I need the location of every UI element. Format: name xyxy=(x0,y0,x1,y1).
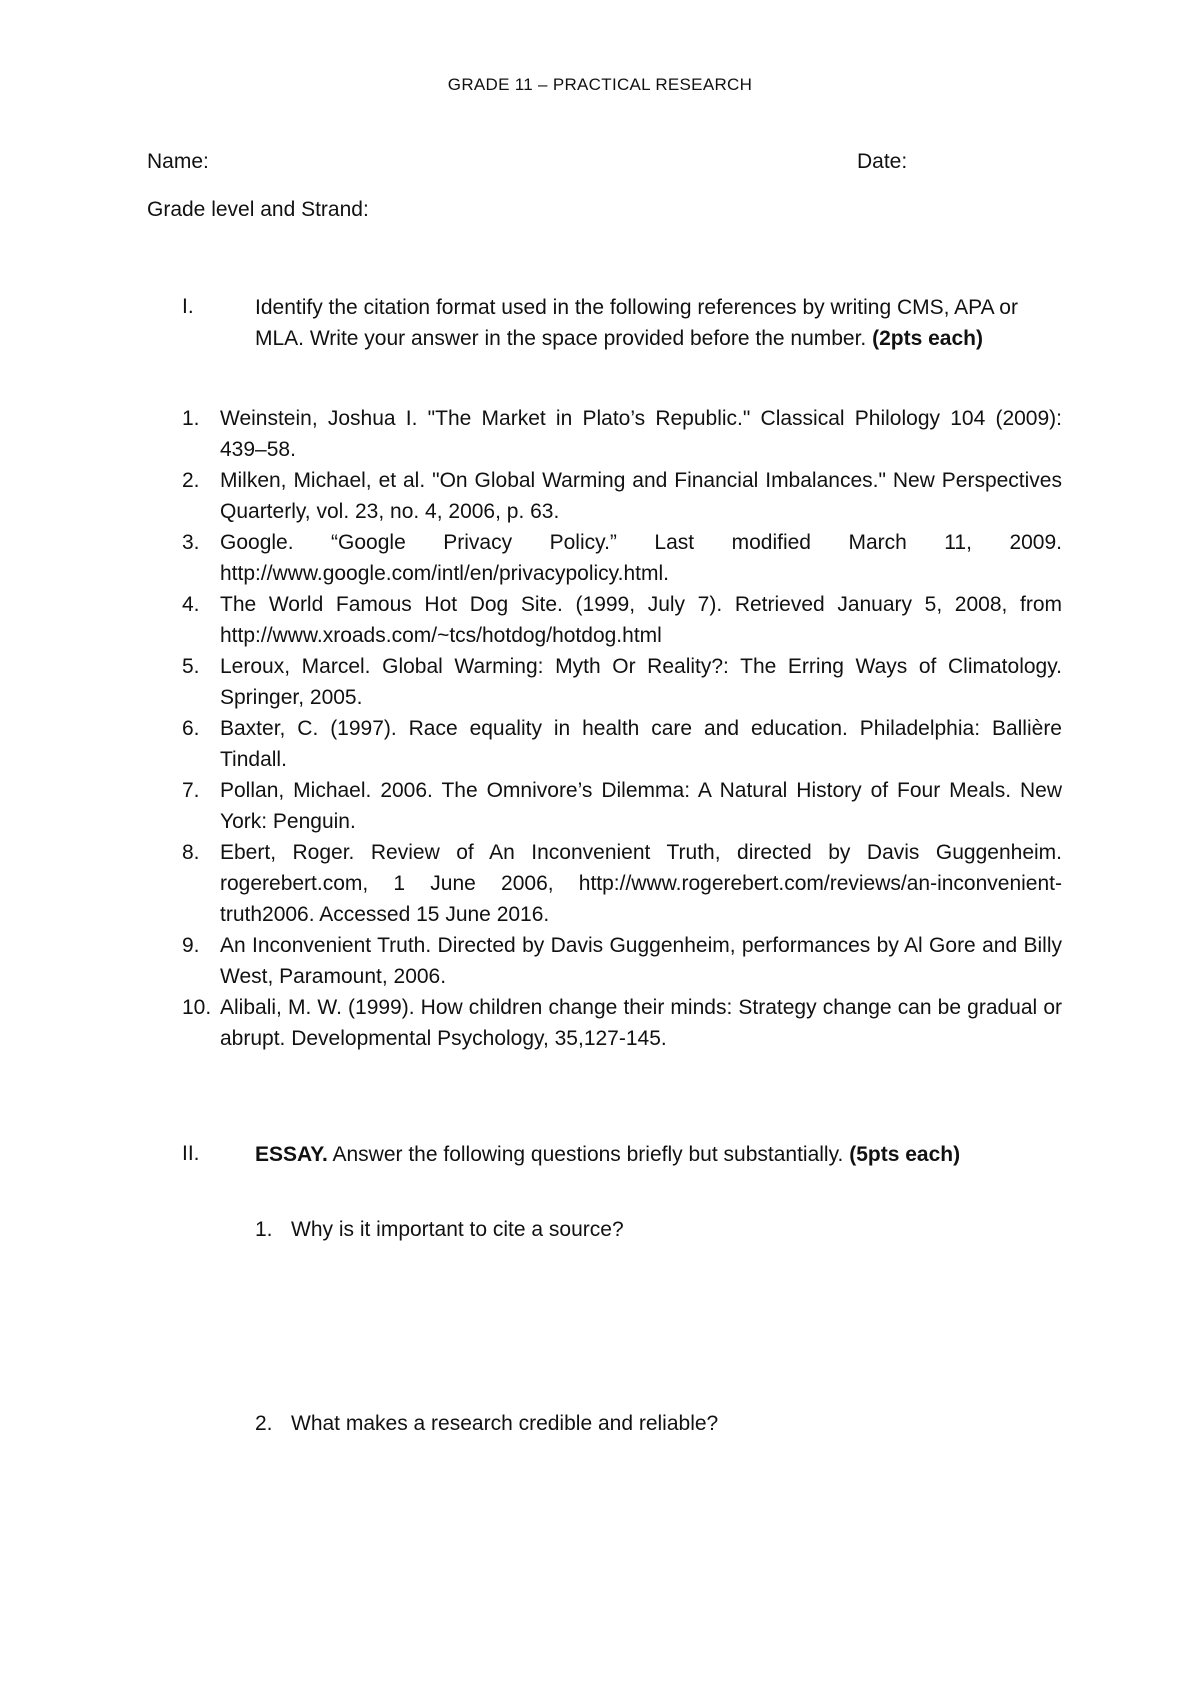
section-2-numeral: II. xyxy=(182,1142,200,1165)
reference-text: Baxter, C. (1997). Race equality in health care and education. Philadelphia: Ballière Tindall. xyxy=(220,717,1062,771)
reference-text: Google. “Google Privacy Policy.” Last modified March 11, 2009. http://www.google.com/intl/en/privacypolicy.html. xyxy=(220,531,1062,585)
reference-number: 6. xyxy=(182,717,200,740)
section-2-instruction xyxy=(255,1139,1085,1170)
reference-item xyxy=(182,403,1062,465)
reference-text: Milken, Michael, et al. "On Global Warming and Financial Imbalances." New Perspectives Quarterly, vol. 23, no. 4, 2006, p. 63. xyxy=(220,469,1062,523)
section-2-instruction-text: Answer the following questions briefly but substantially. xyxy=(332,1143,844,1166)
reference-item xyxy=(182,527,1062,589)
reference-item xyxy=(182,651,1062,713)
essay-question-text: Why is it important to cite a source? xyxy=(291,1218,624,1241)
section-2-points: (5pts each) xyxy=(849,1143,961,1166)
reference-number: 5. xyxy=(182,655,200,678)
reference-number: 7. xyxy=(182,779,200,802)
reference-list xyxy=(182,403,1062,1054)
essay-question-text: What makes a research credible and reliable? xyxy=(291,1412,719,1435)
section-1-numeral: I. xyxy=(182,295,194,318)
reference-number: 9. xyxy=(182,934,200,957)
reference-text: An Inconvenient Truth. Directed by Davis Guggenheim, performances by Al Gore and Billy West, Paramount, 2006. xyxy=(220,934,1062,988)
essay-question-number: 1. xyxy=(255,1218,273,1241)
date-field-label: Date: xyxy=(857,150,908,173)
reference-number: 2. xyxy=(182,469,200,492)
section-2-label: ESSAY. xyxy=(255,1143,328,1166)
reference-item xyxy=(182,589,1062,651)
reference-number: 4. xyxy=(182,593,200,616)
section-1-instruction xyxy=(255,292,1067,354)
name-field-label: Name: xyxy=(147,150,209,173)
reference-text: Ebert, Roger. Review of An Inconvenient Truth, directed by Davis Guggenheim. rogerebert.com, 1 June 2006, http://www.rogerebert.com/reviews/an-inconvenient-truth2006. Accessed 15 June 2016. xyxy=(220,841,1062,926)
essay-question-number: 2. xyxy=(255,1412,273,1435)
reference-text: Weinstein, Joshua I. "The Market in Plato’s Republic." Classical Philology 104 (2009): 439–58. xyxy=(220,407,1062,461)
reference-number: 8. xyxy=(182,841,200,864)
reference-number: 3. xyxy=(182,531,200,554)
reference-item xyxy=(182,465,1062,527)
reference-number: 1. xyxy=(182,407,200,430)
section-1-points: (2pts each) xyxy=(872,327,983,350)
reference-item xyxy=(182,992,1062,1054)
section-1-instruction-text: Identify the citation format used in the following references by writing CMS, APA or MLA. Write your answer in the space provided before the number. xyxy=(255,296,1018,350)
page-header: GRADE 11 – PRACTICAL RESEARCH xyxy=(447,75,753,94)
reference-item xyxy=(182,713,1062,775)
essay-question-1 xyxy=(255,1218,624,1242)
reference-number: 10. xyxy=(182,996,212,1019)
essay-question-2 xyxy=(255,1412,718,1436)
reference-text: Leroux, Marcel. Global Warming: Myth Or Reality?: The Erring Ways of Climatology. Springer, 2005. xyxy=(220,655,1062,709)
reference-text: Alibali, M. W. (1999). How children change their minds: Strategy change can be gradual or abrupt. Developmental Psychology, 35,127-145. xyxy=(220,996,1062,1050)
reference-item xyxy=(182,775,1062,837)
reference-text: Pollan, Michael. 2006. The Omnivore’s Dilemma: A Natural History of Four Meals. New York: Penguin. xyxy=(220,779,1062,833)
reference-item xyxy=(182,930,1062,992)
reference-item xyxy=(182,837,1062,930)
reference-text: The World Famous Hot Dog Site. (1999, July 7). Retrieved January 5, 2008, from http://www.xroads.com/~tcs/hotdog/hotdog.html xyxy=(220,593,1062,647)
grade-strand-field-label: Grade level and Strand: xyxy=(147,198,369,221)
